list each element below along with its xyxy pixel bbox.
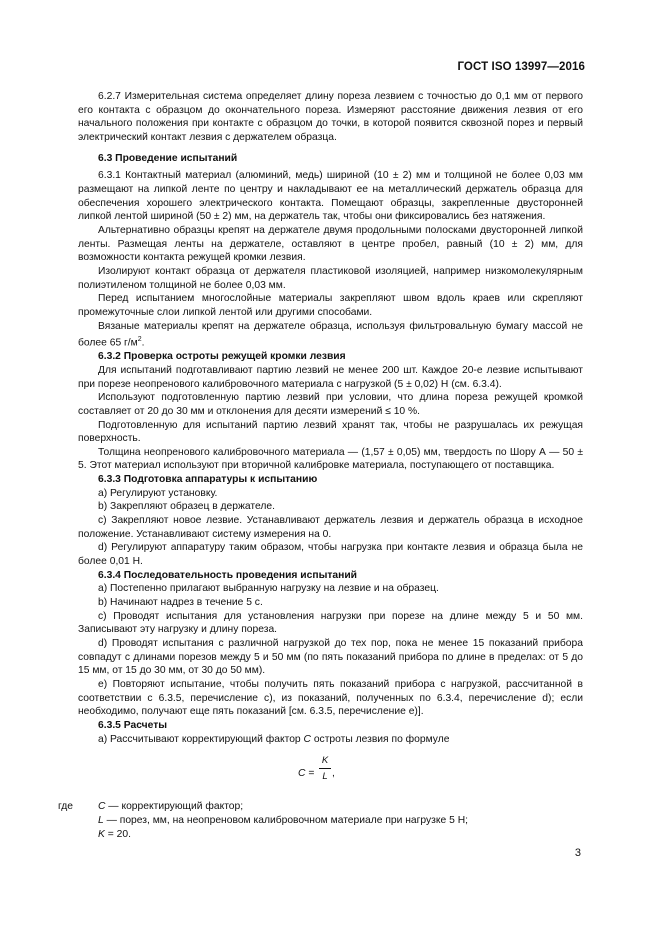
list-item-6-3-4-d: d) Проводят испытания с различной нагрузкой до тех пор, пока не менее 15 показаний прибора совпадут с длинами порезов между 5 и 50 мм (по пять показаний прибора по длине в пределах: от 5 до 15 мм, от 15 до 30 мм, от 30 до 50 мм). xyxy=(78,638,583,677)
formula-lhs: C = xyxy=(298,768,315,780)
paragraph-6-3-2-a: Для испытаний подготавливают партию лезвий не менее 200 шт. Каждое 20-е лезвие испытывают при порезе неопренового калибровочного материала с нагрузкой (5 ± 0,02) Н (см. 6.3.4). xyxy=(78,364,583,390)
section-heading-6-3: 6.3 Проведение испытаний xyxy=(98,152,238,164)
list-item-6-3-3-a: a) Регулируют установку. xyxy=(98,487,218,499)
page-number: 3 xyxy=(574,847,581,859)
definition-c-text: — корректирующий фактор; xyxy=(105,801,244,813)
calc-intro: a) Рассчитывают корректирующий фактор xyxy=(98,733,304,745)
paragraph-6-3-1: 6.3.1 Контактный материал (алюминий, медь) шириной (10 ± 2) мм и толщиной не более 0,03 мм размещают на липкой ленте по центру и накладывают ее на металлический держатель образца для обеспечения хорошего электрического контакта. Помещают образцы, закрепленные двусторонней липкой лентой шириной (50 ± 2) мм, на держатель так, чтобы они фиксировались без натяжения. xyxy=(78,170,583,223)
symbol-l: L xyxy=(98,814,104,826)
formula-fraction xyxy=(319,754,331,783)
paragraph-6-3-1-knitted xyxy=(78,320,583,351)
formula-comma: , xyxy=(332,768,335,780)
paragraph-6-3-1-multilayer: Перед испытанием многослойные материалы закрепляют швом вдоль краев или скрепляют промежуточные слои липкой лентой или другими способами. xyxy=(78,293,583,318)
list-item-6-3-4-e: e) Повторяют испытание, чтобы получить пять показаний прибора с нагрузкой, рассчитанной в соответствии с 6.3.5, перечисление c), из показаний, полученных по 6.3.4, перечисление d); если необходимо, получают еще пять показаний [см. 6.3.5, перечисление e)]. xyxy=(78,678,583,718)
superscript-2: 2 xyxy=(137,336,142,344)
list-item-6-3-5-a xyxy=(78,733,583,747)
formula-denominator: L xyxy=(322,771,328,783)
knitted-end: . xyxy=(141,337,145,349)
symbol-k: K xyxy=(98,828,105,840)
definition-k xyxy=(58,828,583,842)
list-item-6-3-4-a: a) Постепенно прилагают выбранную нагрузку на лезвие и на образец. xyxy=(98,583,439,595)
list-item-6-3-4-c: c) Проводят испытания для установления нагрузки при порезе на длине между 5 и 50 мм. Записывают эту нагрузку и длину пореза. xyxy=(78,610,583,636)
formula-numerator: K xyxy=(321,755,329,767)
variable-definitions xyxy=(58,800,583,841)
list-item-6-3-3-c: c) Закрепляют новое лезвие. Устанавливают держатель лезвия и держатель образца в исходное положение. Устанавливают систему измерения на 0. xyxy=(78,515,583,540)
definition-k-text: = 20. xyxy=(104,828,131,840)
calc-intro-end: остроты лезвия по формуле xyxy=(310,733,450,745)
fraction-bar xyxy=(319,768,331,769)
standard-header: ГОСТ ISO 13997—2016 xyxy=(457,61,585,73)
paragraph-6-3-1-insulation: Изолируют контакт образца от держателя пластиковой изоляцией, например низкомолекулярным полиэтиленом толщиной не более 0,03 мм. xyxy=(78,265,583,291)
paragraph-6-3-2-c: Подготовленную для испытаний партию лезвий хранят так, чтобы не разрушалась их режущая поверхность. xyxy=(78,419,583,445)
list-item-6-3-4-b: b) Начинают надрез в течение 5 с. xyxy=(98,597,263,609)
calc-symbol-c: C xyxy=(303,733,311,745)
paragraph-6-2-7: 6.2.7 Измерительная система определяет длину пореза лезвием с точностью до 0,1 мм от первого его контакта с образцом до окончательного пореза. Измеряют расстояние движения лезвия от его начального положения при контакте с образцом до точки, в которой появится сквозной порез и первый электрический контакт лезвия с держателем образца. xyxy=(78,91,583,143)
formula-c-equals-k-over-l xyxy=(78,748,583,800)
definition-l-text: — порез, мм, на неопреновом калибровочном материале при нагрузке 5 Н; xyxy=(103,814,468,826)
section-heading-6-3-5: 6.3.5 Расчеты xyxy=(98,719,168,731)
paragraph-6-3-2-b: Используют подготовленную партию лезвий при условии, что длина пореза режущей кромкой составляет от 20 до 30 мм и отклонения для десяти измерений ≤ 10 %. xyxy=(78,392,583,417)
paragraph-6-3-2-d: Толщина неопренового калибровочного материала — (1,57 ± 0,05) мм, твердость по Шору А — 50 ± 5. Этот материал используют при вторичной калибровке материала, поступающего от поставщика. xyxy=(78,446,583,472)
symbol-c: C xyxy=(98,801,106,813)
list-item-6-3-3-b: b) Закрепляют образец в держателе. xyxy=(98,501,275,513)
section-heading-6-3-4: 6.3.4 Последовательность проведения испытаний xyxy=(98,569,358,581)
section-heading-6-3-3: 6.3.3 Подготовка аппаратуры к испытанию xyxy=(98,474,318,486)
knitted-text: Вязаные материалы крепят на держателе образца, используя фильтровальную бумагу массой не более 65 г/м xyxy=(78,320,583,349)
definition-l xyxy=(58,814,583,828)
where-word: где xyxy=(58,801,74,813)
paragraph-6-3-1-alt: Альтернативно образцы крепят на держателе двумя продольными полосками двусторонней липкой ленты. Размещая ленты на держателе, оставляют в центре пробел, равный (10 ± 2) мм, для возможности контакта режущей кромки лезвия. xyxy=(78,224,583,264)
document-body xyxy=(58,90,583,841)
list-item-6-3-3-d: d) Регулируют аппаратуру таким образом, чтобы нагрузка при контакте лезвия и образца была не более 0,01 Н. xyxy=(78,542,583,568)
section-heading-6-3-2: 6.3.2 Проверка остроты режущей кромки лезвия xyxy=(98,351,346,363)
definition-c xyxy=(58,800,583,814)
